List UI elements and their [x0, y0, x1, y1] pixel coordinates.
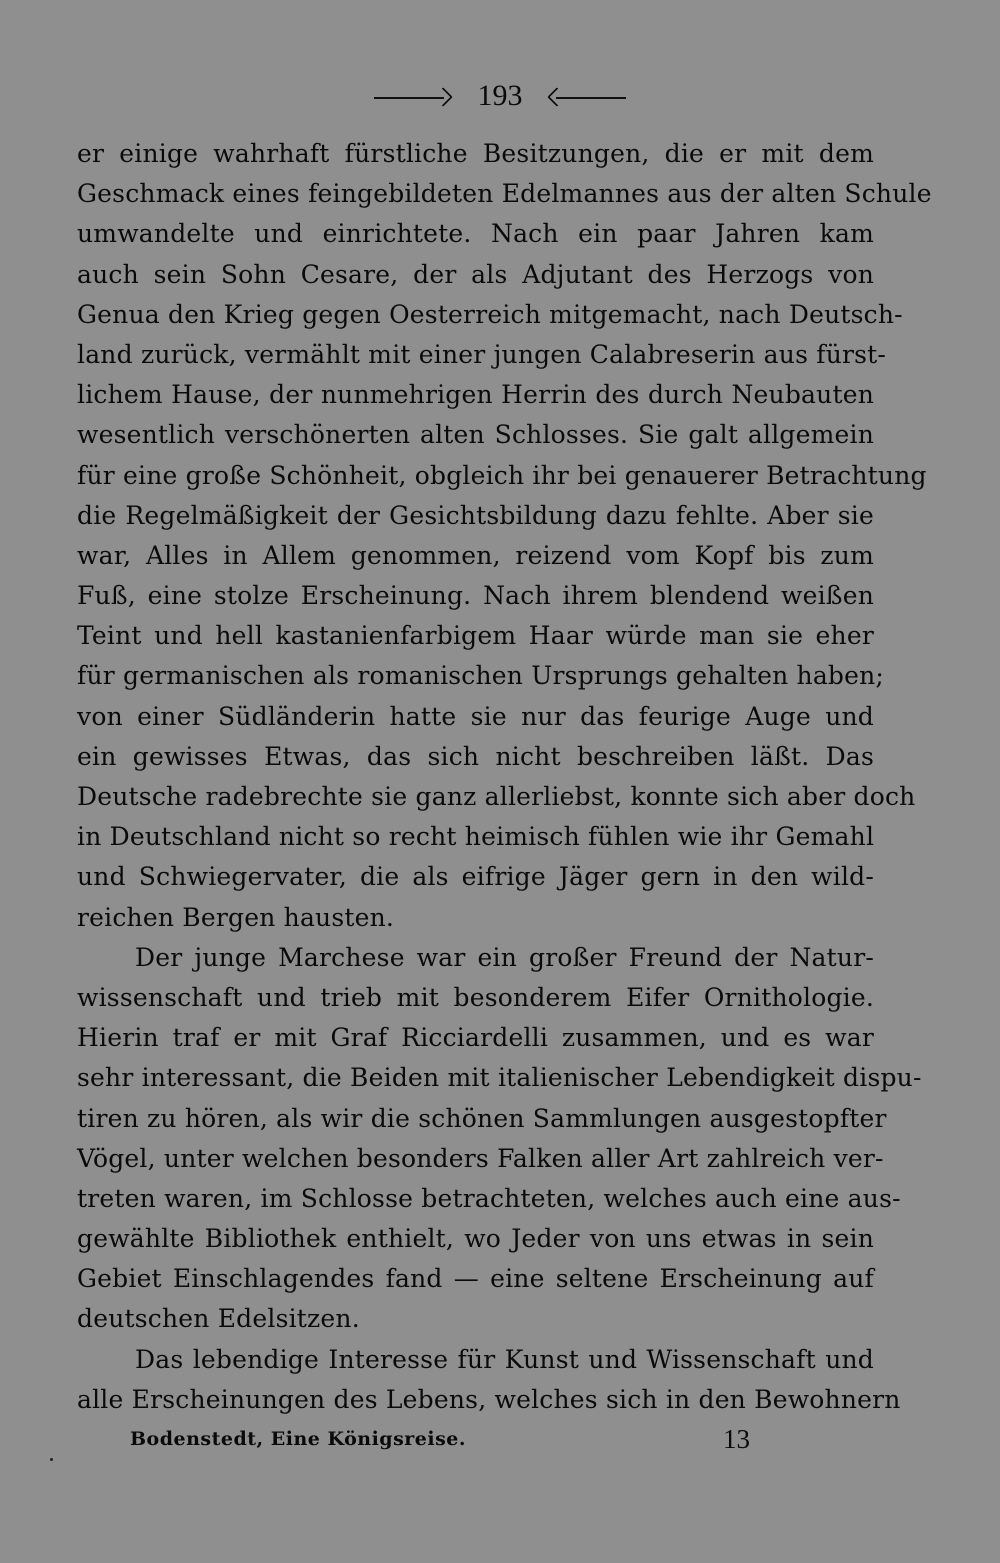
text-line: wissenschaft und trieb mit besonderem Eifer Ornithologie.: [77, 982, 874, 1012]
page-footer: [130, 1424, 750, 1464]
text-line: Der junge Marchese war ein großer Freund der Natur-: [135, 942, 874, 972]
body-text: [77, 134, 932, 1420]
text-line: alle Erscheinungen des Lebens, welches sich in den Bewohnern: [77, 1384, 901, 1414]
page-number: 193: [477, 79, 523, 112]
text-line: Fuß, eine stolze Erscheinung. Nach ihrem blendend weißen: [77, 581, 874, 611]
text-line: Hierin traf er mit Graf Ricciardelli zusammen, und es war: [77, 1023, 874, 1053]
text-line: umwandelte und einrichtete. Nach ein paar Jahren kam: [77, 219, 874, 249]
text-line: sehr interessant, die Beiden mit italienischer Lebendigkeit dispu-: [77, 1063, 922, 1093]
text-line: in Deutschland nicht so recht heimisch fühlen wie ihr Gemahl: [77, 822, 875, 852]
text-line: er einige wahrhaft fürstliche Besitzungen, die er mit dem: [77, 139, 874, 168]
text-line: reichen Bergen hausten.: [77, 902, 395, 932]
print-speck: [50, 1458, 53, 1461]
text-line: und Schwiegervater, die als eifrige Jäger gern in den wild-: [77, 862, 874, 892]
text-line: land zurück, vermählt mit einer jungen Calabreserin aus fürst-: [77, 339, 887, 369]
text-line: tiren zu hören, als wir die schönen Sammlungen ausgestopfter: [77, 1103, 887, 1133]
signature-number: 13: [723, 1424, 750, 1454]
text-line: treten waren, im Schlosse betrachteten, welches auch eine aus-: [77, 1183, 901, 1213]
text-line: Deutsche radebrechte sie ganz allerliebst, konnte sich aber doch: [77, 782, 916, 811]
text-line: auch sein Sohn Cesare, der als Adjutant des Herzogs von: [77, 259, 874, 289]
text-line: wesentlich verschönerten alten Schlosses. Sie galt allgemein: [77, 420, 874, 450]
text-line: die Regelmäßigkeit der Gesichtsbildung dazu fehlte. Aber sie: [77, 500, 874, 530]
text-line: Teint und hell kastanienfarbigem Haar würde man sie eher: [77, 621, 874, 651]
text-line: gewählte Bibliothek enthielt, wo Jeder von uns etwas in sein: [77, 1224, 874, 1254]
text-line: ein gewisses Etwas, das sich nicht beschreiben läßt. Das: [77, 741, 874, 771]
text-line: Genua den Krieg gegen Oesterreich mitgemacht, nach Deutsch-: [77, 299, 903, 329]
page-header: [0, 78, 1000, 114]
text-line: lichem Hause, der nunmehrigen Herrin des durch Neubauten: [77, 380, 874, 410]
text-line: Vögel, unter welchen besonders Falken aller Art zahlreich ver-: [77, 1143, 884, 1173]
ornament-left-icon: [374, 97, 444, 99]
signature-line: Bodenstedt, Eine Königsreise.: [130, 1428, 466, 1450]
text-line: deutschen Edelsitzen.: [77, 1304, 360, 1334]
text-line: von einer Südländerin hatte sie nur das feurige Auge und: [77, 701, 874, 731]
text-line: war, Alles in Allem genommen, reizend vom Kopf bis zum: [77, 540, 874, 570]
text-line: Gebiet Einschlagendes fand — eine seltene Erscheinung auf: [77, 1264, 874, 1294]
text-line: für germanischen als romanischen Ursprungs gehalten haben;: [77, 661, 885, 691]
ornament-right-icon: [556, 97, 626, 99]
text-line: Geschmack eines feingebildeten Edelmannes aus der alten Schule: [77, 179, 932, 209]
text-line: Das lebendige Interesse für Kunst und Wissenschaft und: [135, 1344, 874, 1374]
text-line: für eine große Schönheit, obgleich ihr bei genauerer Betrachtung: [77, 460, 927, 490]
